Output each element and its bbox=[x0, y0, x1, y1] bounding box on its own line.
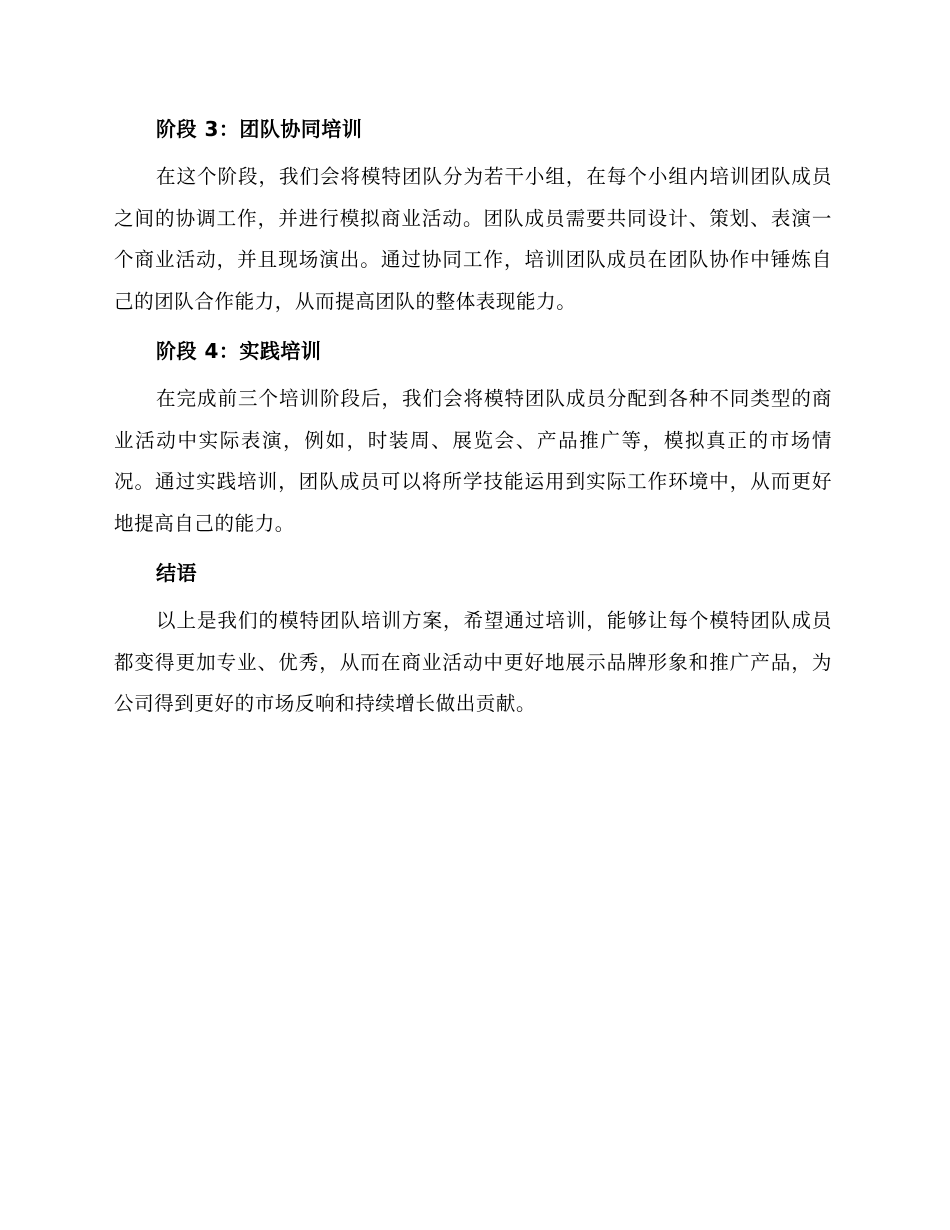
section-paragraph-stage-3: 在这个阶段，我们会将模特团队分为若干小组，在每个小组内培训团队成员之间的协调工作，并进行模拟商业活动。团队成员需要共同设计、策划、表演一个商业活动，并且现场演出。通过协同工作，培训团队成员在团队协作中锤炼自己的团队合作能力，从而提高团队的整体表现能力。 bbox=[114, 165, 832, 313]
section-paragraph-stage-4: 在完成前三个培训阶段后，我们会将模特团队成员分配到各种不同类型的商业活动中实际表演，例如，时装周、展览会、产品推广等，模拟真正的市场情况。通过实践培训，团队成员可以将所学技能运用到实际工作环境中，从而更好地提高自己的能力。 bbox=[114, 387, 832, 535]
section-heading-stage-3: 阶段 3：团队协同培训 bbox=[156, 117, 363, 141]
section-paragraph-conclusion: 以上是我们的模特团队培训方案，希望通过培训，能够让每个模特团队成员都变得更加专业、优秀，从而在商业活动中更好地展示品牌形象和推广产品，为公司得到更好的市场反响和持续增长做出贡献。 bbox=[114, 609, 832, 715]
document-body bbox=[114, 112, 832, 737]
section-heading-conclusion: 结语 bbox=[156, 561, 197, 585]
section-heading-stage-4: 阶段 4：实践培训 bbox=[156, 339, 322, 363]
